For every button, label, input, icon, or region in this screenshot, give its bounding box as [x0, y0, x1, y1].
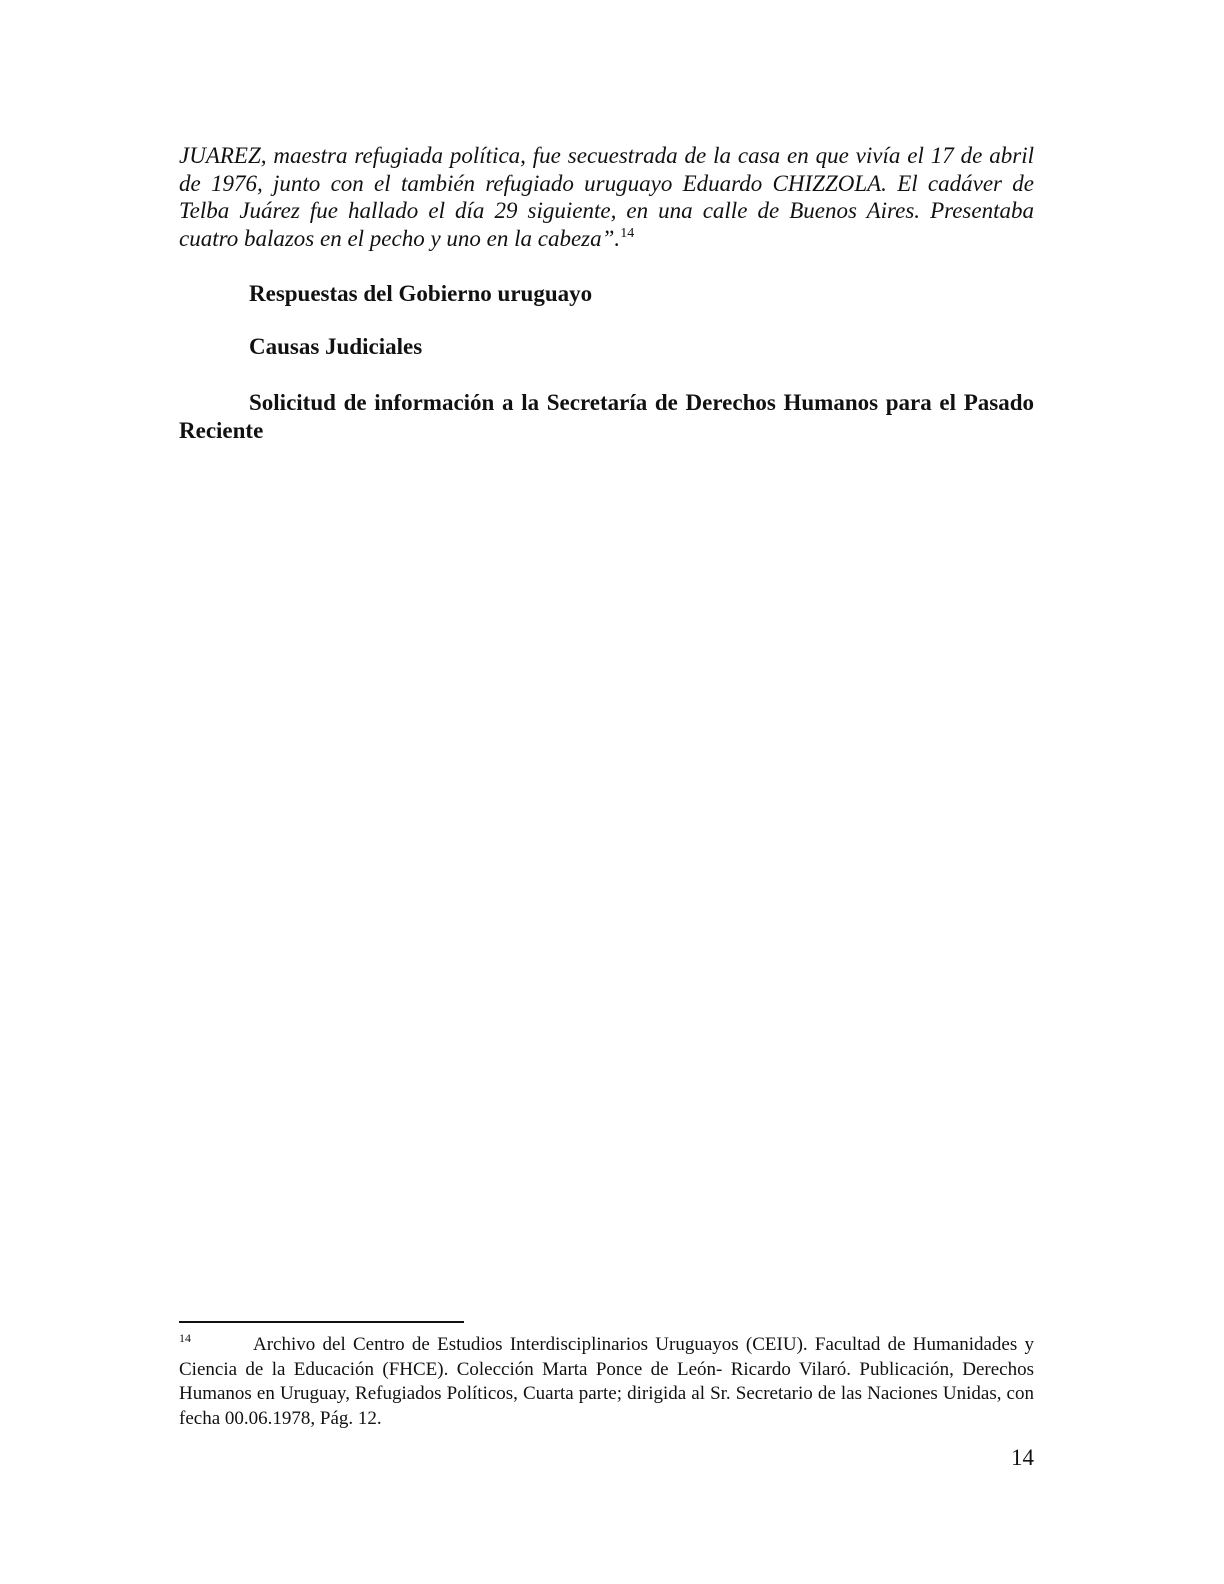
quote-paragraph	[179, 142, 1034, 252]
footnote-reference[interactable]: 14	[620, 225, 635, 241]
footnote	[179, 1333, 1034, 1431]
page-number: 14	[1011, 1445, 1034, 1470]
footnote-separator	[179, 1321, 464, 1323]
footnote-text: Archivo del Centro de Estudios Interdisciplinarios Uruguayos (CEIU). Facultad de Humanidades y Ciencia de la Educación (FHCE). Colección Marta Ponce de León- Ricardo Vilaró. Publicación, Derechos Humanos en Uruguay, Refugiados Políticos, Cuarta parte; dirigida al Sr. Secretario de las Naciones Unidas, con fecha 00.06.1978, Pág. 12.	[179, 1334, 1034, 1429]
section-heading-causas: Causas Judiciales	[249, 334, 423, 359]
section-heading-solicitud: Solicitud de información a la Secretaría de Derechos Humanos para el Pasado Reciente	[179, 390, 1034, 443]
quote-text: JUAREZ, maestra refugiada política, fue secuestrada de la casa en que vivía el 17 de abril de 1976, junto con el también refugiado uruguayo Eduardo CHIZZOLA. El cadáver de Telba Juárez fue hallado el día 29 siguiente, en una calle de Buenos Aires. Presentaba cuatro balazos en el pecho y uno en la cabeza”.	[179, 143, 1034, 251]
section-heading-respuestas: Respuestas del Gobierno uruguayo	[249, 281, 593, 306]
footnote-marker: 14	[179, 1331, 191, 1345]
